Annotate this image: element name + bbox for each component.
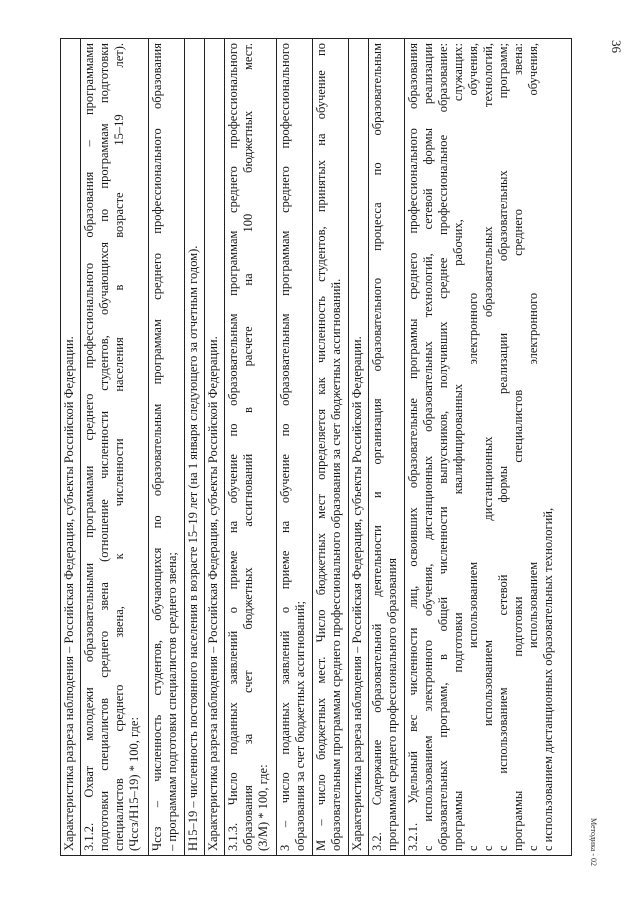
text-line: Характеристика разреза наблюдения – Российская Федерация, субъекты Российской Федерации. (206, 336, 221, 851)
text-line: с использованием дистанционных образовательных технологий, (540, 507, 555, 851)
table-cell (61, 39, 81, 856)
text-line: 3.1.2. Охват молодежи образовательными программами среднего профессионального образования – программами (81, 43, 96, 851)
text-line: программам среднего профессионального образования (384, 558, 399, 851)
table-row (224, 39, 276, 856)
page-number: 36 (609, 40, 624, 53)
table-cell (224, 39, 276, 856)
table-cell (404, 39, 571, 856)
text-line: 3.2.1. Удельный вес численности лиц, освоивших образовательные программы среднего профессионального образования (405, 43, 420, 851)
text-line: 3.2. Содержание образовательной деятельности и организация образовательного процесса по образовательным (369, 43, 384, 851)
table-row (185, 39, 205, 856)
text-line: образовательных программ, в общей численности выпускников, получивших среднее профессиональное образование: (435, 43, 450, 851)
table-cell (368, 39, 404, 856)
indicator-table (60, 38, 572, 856)
table-row (80, 39, 149, 856)
table-cell (277, 39, 313, 856)
table-row (313, 39, 349, 856)
text-line: З – число поданных заявлений о приеме на обучение по образовательным программам среднего профессионального (278, 43, 293, 851)
text-line: подготовки специалистов среднего звена (отношение численности студентов, обучающихся по программам подготовки (96, 43, 111, 851)
rotated-page-content (60, 38, 572, 856)
text-line: Характеристика разреза наблюдения – Российская Федерация, субъекты Российской Федерации. (62, 336, 76, 851)
table-cell (80, 39, 149, 856)
table-row (149, 39, 185, 856)
text-line: (Чссз/Н15–19) * 100, где: (126, 717, 141, 851)
text-line: программы подготовки квалифицированных рабочих, служащих: (450, 43, 465, 851)
text-line: специалистов среднего звена, к численности населения в возрасте 15–19 лет). (111, 43, 126, 851)
footer-note: Методика - 02 (589, 818, 598, 867)
text-line: программы подготовки специалистов среднего звена: (510, 43, 525, 851)
table-row (205, 39, 225, 856)
text-line: Н15–19 – численность постоянного населения в возрасте 15–19 лет (на 1 января следующего за отчетным годом). (186, 245, 201, 851)
text-line: Характеристика разреза наблюдения – Российская Федерация, субъекты Российской Федерации. (350, 336, 365, 851)
text-line: с использованием дистанционных образовательных технологий, (480, 43, 495, 851)
text-line: образования за счет бюджетных ассигнований; (293, 601, 308, 851)
table-cell (149, 39, 185, 856)
text-line: (З/М) * 100, где: (255, 764, 270, 851)
table-row (404, 39, 571, 856)
table-row (349, 39, 369, 856)
table-cell (205, 39, 225, 856)
table-row (368, 39, 404, 856)
text-line: с использованием сетевой формы реализации образовательных программ; (495, 43, 510, 851)
table-cell (313, 39, 349, 856)
table-row (277, 39, 313, 856)
text-line: образовательным программам среднего профессионального образования за счет бюджетных ассигнований. (329, 278, 344, 851)
text-line: – программам подготовки специалистов среднего звена; (165, 552, 180, 851)
table-cell (349, 39, 369, 856)
table-row (61, 39, 81, 856)
text-line: М – число бюджетных мест. Число бюджетных мест определяется как численность студентов, принятых на обучение по (314, 43, 329, 851)
table-cell (185, 39, 205, 856)
text-line: 3.1.3. Число поданных заявлений о приеме на обучение по образовательным программам среднего профессионального (225, 43, 240, 851)
text-line: Чссз – численность студентов, обучающихся по образовательным программам среднего профессионального образования (150, 43, 165, 851)
text-line: с использованием электронного обучения, (465, 43, 480, 851)
text-line: образования за счет бюджетных ассигнований в расчете на 100 бюджетных мест. (240, 43, 255, 851)
text-line: с использованием электронного обучения, дистанционных образовательных технологий, сетевой формы реализации (420, 43, 435, 851)
text-line: с использованием электронного обучения, (525, 43, 540, 851)
